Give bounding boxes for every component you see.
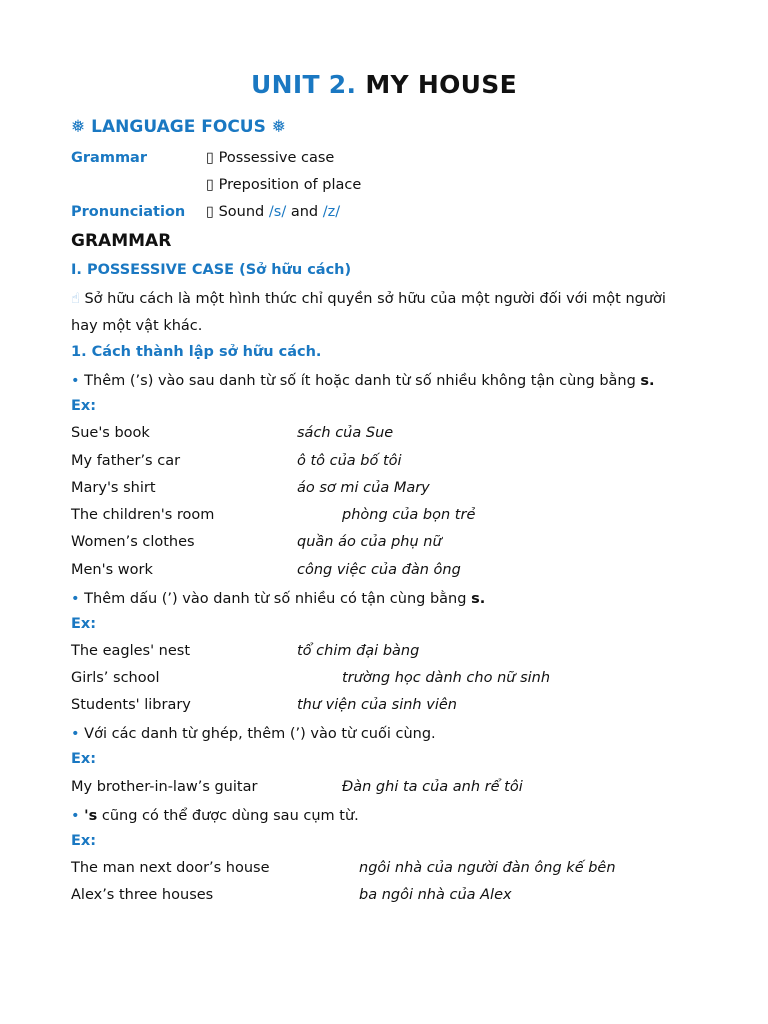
box-glyph-icon: ▯ <box>206 177 214 193</box>
grammar-heading: GRAMMAR <box>71 231 172 251</box>
box-glyph-icon: ▯ <box>206 204 214 220</box>
example-en: Students' library <box>71 697 191 713</box>
ex-label: Ex: <box>71 616 97 632</box>
intro-line: hay một vật khác. <box>71 318 203 334</box>
example-en: Men's work <box>71 562 153 578</box>
ex-label: Ex: <box>71 751 97 767</box>
example-vi: quần áo của phụ nữ <box>297 534 442 550</box>
grammar-item: ▯ Possessive case <box>206 150 335 166</box>
example-en: The children's room <box>71 507 215 523</box>
pronunciation-item: ▯ Sound /s/ and /z/ <box>206 204 341 220</box>
pointing-hand-icon: ☝ <box>71 291 80 307</box>
example-en: My brother-in-law’s guitar <box>71 779 258 795</box>
example-en: My father’s car <box>71 453 181 469</box>
rule-line: • Với các danh từ ghép, thêm (’) vào từ cuối cùng. <box>71 726 436 742</box>
intro-line: ☝ Sở hữu cách là một hình thức chỉ quyền sở hữu của một người đối với một người <box>71 291 666 307</box>
bullet-icon: • <box>71 726 80 742</box>
ex-label: Ex: <box>71 833 97 849</box>
example-en: Mary's shirt <box>71 480 156 496</box>
example-en: Women’s clothes <box>71 534 195 550</box>
title-unit: UNIT 2. <box>251 70 357 99</box>
example-vi: thư viện của sinh viên <box>297 697 457 713</box>
example-vi: tổ chim đại bàng <box>297 643 420 659</box>
grammar-item: ▯ Preposition of place <box>206 177 362 193</box>
bullet-icon: • <box>71 373 80 389</box>
example-vi: ba ngôi nhà của Alex <box>359 887 512 903</box>
example-vi: trường học dành cho nữ sinh <box>342 670 551 686</box>
example-en: The man next door’s house <box>71 860 270 876</box>
page-title <box>0 70 768 99</box>
example-en: The eagles' nest <box>71 643 191 659</box>
grammar-label: Grammar <box>71 150 147 166</box>
ex-label: Ex: <box>71 398 97 414</box>
example-vi: công việc của đàn ông <box>297 562 461 578</box>
bullet-icon: • <box>71 591 80 607</box>
example-en: Sue's book <box>71 425 150 441</box>
bullet-icon: • <box>71 808 80 824</box>
example-vi: phòng của bọn trẻ <box>342 507 476 523</box>
example-vi: ngôi nhà của người đàn ông kế bên <box>359 860 616 876</box>
subsection-heading: 1. Cách thành lập sở hữu cách. <box>71 344 322 360</box>
language-focus-heading: ❅ LANGUAGE FOCUS ❅ <box>71 117 287 137</box>
example-en: Alex’s three houses <box>71 887 214 903</box>
section-heading: I. POSSESSIVE CASE (Sở hữu cách) <box>71 262 352 278</box>
box-glyph-icon: ▯ <box>206 150 214 166</box>
example-vi: sách của Sue <box>297 425 394 441</box>
pronunciation-label: Pronunciation <box>71 204 186 220</box>
rule-line: • Thêm (’s) vào sau danh từ số ít hoặc danh từ số nhiều không tận cùng bằng s. <box>71 373 655 389</box>
example-vi: Đàn ghi ta của anh rể tôi <box>342 779 523 795</box>
example-en: Girls’ school <box>71 670 160 686</box>
title-name: MY HOUSE <box>365 70 517 99</box>
rule-line: • 's cũng có thể được dùng sau cụm từ. <box>71 808 359 824</box>
example-vi: ô tô của bố tôi <box>297 453 402 469</box>
example-vi: áo sơ mi của Mary <box>297 480 430 496</box>
rule-line: • Thêm dấu (’) vào danh từ số nhiều có tận cùng bằng s. <box>71 591 486 607</box>
